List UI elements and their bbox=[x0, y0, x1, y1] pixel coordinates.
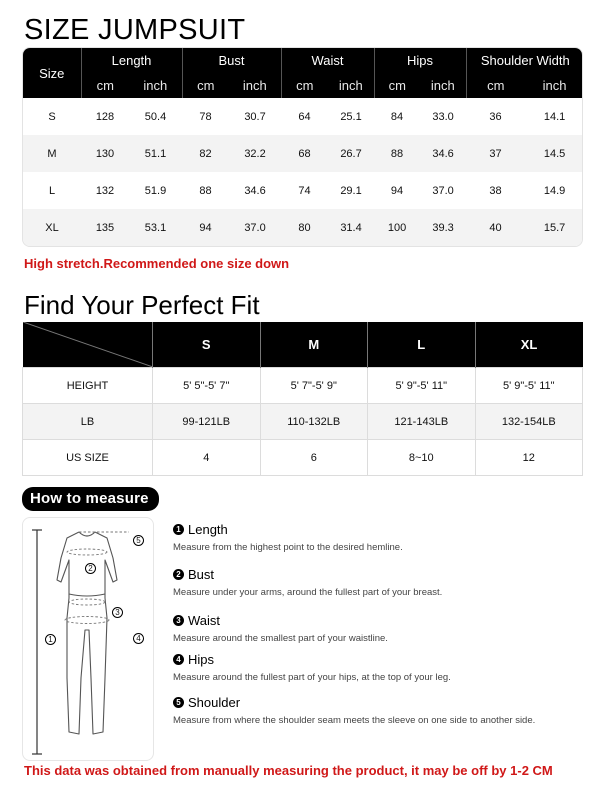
size-label-cell: XL bbox=[45, 221, 59, 234]
measurement-cell: 64 bbox=[298, 110, 311, 123]
measurement-cell: 94 bbox=[390, 184, 404, 197]
measurement-cell: 78 bbox=[199, 110, 212, 123]
fit-value-cell: 99-121LB bbox=[153, 404, 261, 440]
measurement-cell: 32.2 bbox=[244, 147, 266, 160]
measure-item-length bbox=[173, 522, 403, 553]
size-chart-table bbox=[22, 47, 583, 247]
unit-header-cm: cm bbox=[81, 73, 129, 98]
corner-diagonal-cell bbox=[23, 322, 153, 368]
fit-value-cell: 12 bbox=[475, 440, 583, 476]
size-chart-title: SIZE JUMPSUIT bbox=[24, 14, 246, 46]
measurement-figure bbox=[22, 517, 154, 761]
measurement-cell: 68 bbox=[298, 147, 311, 160]
measurement-cell: 34.6 bbox=[432, 147, 454, 160]
fit-value-cell: 8~10 bbox=[368, 440, 476, 476]
measurement-cell: 37.0 bbox=[244, 221, 266, 234]
size-label-cell: M bbox=[47, 147, 57, 160]
measurement-cell: 25.1 bbox=[340, 110, 362, 123]
measure-item-title-text: Length bbox=[188, 522, 228, 537]
number-badge-icon: 3 bbox=[173, 615, 184, 626]
measurement-cell: 82 bbox=[199, 147, 212, 160]
bust-header: Bust bbox=[182, 48, 281, 73]
fit-size-header-xl: XL bbox=[475, 322, 583, 368]
waist-header: Waist bbox=[281, 48, 374, 73]
measurement-cell: 37.0 bbox=[432, 184, 454, 197]
number-badge-icon: 2 bbox=[173, 569, 184, 580]
unit-header-cm: cm bbox=[374, 73, 420, 98]
size-label-cell: L bbox=[48, 184, 56, 197]
measurement-cell: 50.4 bbox=[144, 110, 167, 123]
hips-header: Hips bbox=[374, 48, 466, 73]
measurement-cell: 26.7 bbox=[340, 147, 362, 160]
unit-header-cm: cm bbox=[466, 73, 525, 98]
length-header: Length bbox=[81, 48, 182, 73]
measurement-cell: 84 bbox=[390, 110, 404, 123]
fit-value-cell: 4 bbox=[153, 440, 261, 476]
number-badge-icon: 4 bbox=[173, 654, 184, 665]
fit-value-cell: 6 bbox=[260, 440, 368, 476]
number-badge-icon: 1 bbox=[173, 524, 184, 535]
fit-row bbox=[23, 404, 583, 440]
figure-marker-1: 1 bbox=[45, 634, 56, 645]
fit-chart-table bbox=[22, 322, 583, 476]
fit-value-cell: 5' 9"-5' 11" bbox=[368, 368, 476, 404]
measure-item-description: Measure around the smallest part of your waistline. bbox=[173, 633, 388, 644]
measure-item-hips bbox=[173, 652, 451, 683]
fit-value-cell: 110-132LB bbox=[260, 404, 368, 440]
measurement-cell: 94 bbox=[199, 221, 212, 234]
measurement-cell: 51.9 bbox=[144, 184, 167, 197]
measurement-cell: 14.9 bbox=[543, 184, 566, 197]
fit-value-cell: 121-143LB bbox=[368, 404, 476, 440]
fit-size-header-s: S bbox=[153, 322, 261, 368]
measurement-cell: 15.7 bbox=[543, 221, 566, 234]
fit-size-header-l: L bbox=[368, 322, 476, 368]
fit-row-label: HEIGHT bbox=[23, 368, 153, 404]
size-row bbox=[23, 135, 583, 172]
measurement-cell: 88 bbox=[390, 147, 404, 160]
unit-header-inch: inch bbox=[542, 78, 567, 93]
measurement-cell: 33.0 bbox=[432, 110, 454, 123]
size-row bbox=[23, 209, 583, 246]
measurement-cell: 38 bbox=[489, 184, 502, 197]
stretch-note: High stretch.Recommended one size down bbox=[24, 256, 290, 271]
measurement-cell: 14.1 bbox=[543, 110, 566, 123]
measurement-cell: 37 bbox=[489, 147, 502, 160]
unit-header-cm: cm bbox=[281, 73, 328, 98]
measurement-cell: 30.7 bbox=[244, 110, 266, 123]
accuracy-disclaimer: This data was obtained from manually measuring the product, it may be off by 1-2 CM bbox=[24, 763, 553, 778]
unit-header-inch: inch bbox=[242, 78, 267, 93]
measure-item-title-text: Shoulder bbox=[188, 695, 241, 710]
measure-item-title bbox=[173, 652, 451, 667]
size-row bbox=[23, 172, 583, 209]
number-badge-icon: 5 bbox=[173, 697, 184, 708]
measure-item-description: Measure from the highest point to the desired hemline. bbox=[173, 542, 403, 553]
figure-marker-2: 2 bbox=[85, 563, 96, 574]
shoulder-width-header: Shoulder Width bbox=[466, 48, 583, 73]
figure-marker-4: 4 bbox=[133, 633, 144, 644]
measure-item-title bbox=[173, 522, 403, 537]
measurement-cell: 29.1 bbox=[340, 184, 362, 197]
fit-row bbox=[23, 368, 583, 404]
fit-value-cell: 5' 9"-5' 11" bbox=[475, 368, 583, 404]
measurement-cell: 40 bbox=[489, 221, 502, 234]
measure-item-bust bbox=[173, 567, 442, 598]
measurement-cell: 51.1 bbox=[144, 147, 167, 160]
measurement-cell: 128 bbox=[95, 110, 115, 123]
measurement-cell: 132 bbox=[95, 184, 115, 197]
size-row bbox=[23, 98, 583, 135]
measure-item-title bbox=[173, 567, 442, 582]
fit-value-cell: 5' 5"-5' 7" bbox=[153, 368, 261, 404]
unit-header-inch: inch bbox=[430, 78, 455, 93]
fit-value-cell: 5' 7"-5' 9" bbox=[260, 368, 368, 404]
measure-item-title-text: Bust bbox=[188, 567, 215, 582]
measurement-cell: 135 bbox=[95, 221, 115, 234]
figure-marker-3: 3 bbox=[112, 607, 123, 618]
measure-item-description: Measure under your arms, around the fullest part of your breast. bbox=[173, 587, 443, 598]
figure-marker-5: 5 bbox=[133, 535, 144, 546]
measurement-cell: 36 bbox=[489, 110, 502, 123]
measure-item-description: Measure from where the shoulder seam meets the sleeve on one side to another side. bbox=[173, 715, 536, 726]
measure-item-title bbox=[173, 613, 388, 628]
measurement-cell: 34.6 bbox=[244, 184, 266, 197]
measurement-cell: 31.4 bbox=[340, 221, 362, 234]
measurement-cell: 14.5 bbox=[543, 147, 566, 160]
fit-row-label: US SIZE bbox=[23, 440, 153, 476]
size-label-cell: S bbox=[48, 110, 56, 123]
measurement-cell: 88 bbox=[199, 184, 212, 197]
measure-item-title bbox=[173, 695, 535, 710]
how-to-measure-title: How to measure bbox=[22, 487, 159, 511]
measure-item-title-text: Hips bbox=[188, 652, 215, 667]
unit-header-inch: inch bbox=[143, 78, 168, 93]
measurement-cell: 53.1 bbox=[144, 221, 167, 234]
fit-size-header-m: M bbox=[260, 322, 368, 368]
measurement-cell: 39.3 bbox=[432, 221, 454, 234]
measurement-cell: 130 bbox=[95, 147, 115, 160]
measure-item-waist bbox=[173, 613, 388, 644]
measure-item-description: Measure around the fullest part of your hips, at the top of your leg. bbox=[173, 672, 451, 683]
fit-chart-title: Find Your Perfect Fit bbox=[24, 290, 260, 320]
unit-header-cm: cm bbox=[182, 73, 229, 98]
fit-row-label: LB bbox=[23, 404, 153, 440]
measurement-cell: 80 bbox=[298, 221, 311, 234]
measurement-cell: 74 bbox=[298, 184, 311, 197]
fit-row bbox=[23, 440, 583, 476]
measurement-cell: 100 bbox=[387, 221, 407, 234]
fit-value-cell: 132-154LB bbox=[475, 404, 583, 440]
measure-item-shoulder bbox=[173, 695, 535, 726]
size-column-header: Size bbox=[39, 65, 65, 81]
measure-item-title-text: Waist bbox=[188, 613, 221, 628]
unit-header-inch: inch bbox=[338, 78, 363, 93]
